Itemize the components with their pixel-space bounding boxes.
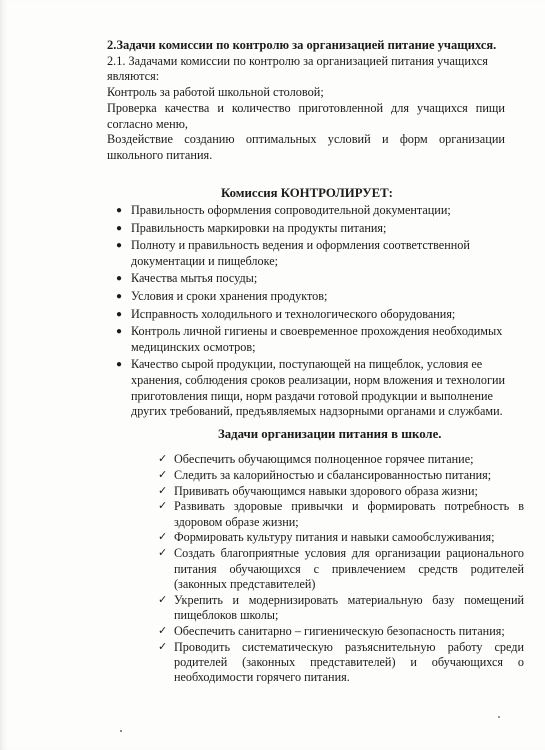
checkmark-icon: ✓	[158, 547, 168, 560]
control-line: Контроль за работой школьной столовой;	[107, 85, 324, 99]
commission-list	[115, 203, 513, 422]
list-item: ● Качество сырой продукции, поступающей на пищеблок, условия ее хранения, соблюдения сроков реализации, норм вложения и технологии приготовления пищи, норм раздачи готовой продукции и выполнение других требований, предъявляемых надзорными органами и службами.	[116, 357, 506, 419]
list-item: ● Контроль личной гигиены и своевременное прохождения необходимых медицинских осмотров;	[116, 324, 503, 354]
list-item: ✓ Следить за калорийностью и сбалансированностью питания;	[158, 467, 492, 482]
intro-line-cont: являются:	[107, 69, 160, 83]
bullet-icon: ●	[116, 290, 123, 302]
checkmark-icon: ✓	[158, 531, 168, 544]
list-item: ● Условия и сроки хранения продуктов;	[116, 288, 328, 303]
checkmark-icon: ✓	[158, 500, 168, 513]
checkmark-icon: ✓	[158, 593, 168, 606]
checkmark-icon: ✓	[158, 640, 168, 653]
checkmark-icon: ✓	[158, 453, 168, 465]
checkmark-icon: ✓	[158, 624, 168, 637]
list-item: ● Исправность холодильного и технологического оборудования;	[116, 306, 456, 321]
bullet-icon: ●	[116, 205, 123, 216]
list-item: ✓ Прививать обучающимся навыки здорового образа жизни;	[158, 483, 478, 498]
impact-line-cont: школьного питания.	[107, 148, 213, 162]
tasks-list	[158, 452, 524, 686]
list-item: ✓ Обеспечить обучающимся полноценное горячее питание;	[158, 452, 474, 466]
check-quality-line-cont: согласно меню,	[107, 117, 188, 131]
list-item: ✓ Развивать здоровые привычки и формировать потребность в здоровом образе жизни;	[158, 499, 524, 529]
scan-speck	[498, 716, 500, 718]
list-item: ● Правильность маркировки на продукты питания;	[116, 220, 387, 235]
bullet-icon: ●	[116, 273, 123, 285]
bullet-icon: ●	[116, 359, 123, 371]
scan-speck	[120, 730, 122, 732]
list-item: ● Качества мытья посуды;	[116, 271, 258, 286]
bullet-icon: ●	[116, 240, 123, 252]
list-item: ✓ Обеспечить санитарно – гигиеническую безопасность питания;	[158, 623, 505, 638]
list-item: ✓ Формировать культуру питания и навыки самообслуживания;	[158, 530, 495, 545]
tasks-heading: Задачи организации питания в школе.	[218, 427, 442, 441]
bullet-icon: ●	[116, 308, 123, 320]
list-item: ✓ Проводить систематическую разъяснительную работу среди родителей (законных представителей) и обучающихся о необходимости горячего питания.	[158, 639, 524, 685]
list-item: ● Полноту и правильность ведения и оформления соответственной документации и пищеблоке;	[116, 238, 470, 268]
commission-heading: Комиссия КОНТРОЛИРУЕТ:	[221, 186, 393, 200]
check-quality-line: Проверка качества и количество приготовленной для учащихся пищи	[107, 101, 505, 115]
checkmark-icon: ✓	[158, 484, 168, 497]
list-item: ● Правильность оформления сопроводительной документации;	[116, 203, 451, 217]
section-title: 2.Задачи комиссии по контролю за организацией питание учащихся.	[107, 38, 497, 52]
bullet-icon: ●	[116, 222, 123, 234]
intro-line: 2.1. Задачами комиссии по контролю за организацией питания учащихся	[107, 54, 488, 68]
bullet-icon: ●	[116, 326, 123, 338]
impact-line: Воздействие созданию оптимальных условий и форм организации	[107, 132, 505, 146]
list-item: ✓ Укрепить и модернизировать материальную базу помещений пищеблоков школы;	[158, 592, 524, 622]
list-item: ✓ Создать благоприятные условия для организации рационального питания обучающихся с привлечением средств родителей (законных представителей)	[158, 546, 524, 591]
checkmark-icon: ✓	[158, 468, 168, 481]
